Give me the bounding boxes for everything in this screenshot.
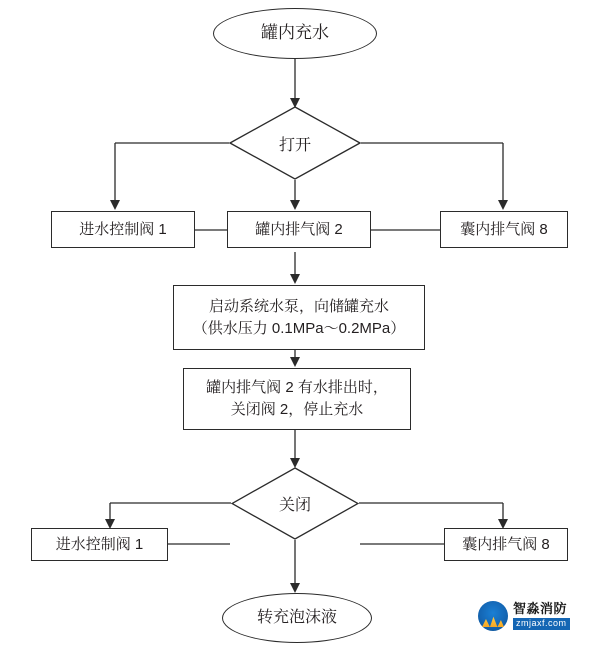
open-branch-label-2: 罐内排气阀 2: [255, 220, 343, 238]
close-branch-label-2: 囊内排气阀 8: [462, 535, 550, 553]
flame-circle-icon: [478, 601, 508, 631]
open-branch-tank-vent-valve-2: [227, 211, 371, 248]
open-decision: [229, 106, 361, 180]
start-node-label: 罐内充水: [261, 23, 329, 43]
open-branch-label-3: 囊内排气阀 8: [460, 220, 548, 238]
start-node: [213, 8, 377, 59]
watermark-domain: zmjaxf.com: [513, 618, 570, 630]
open-decision-label: 打开: [278, 136, 311, 154]
close-branch-bladder-vent-valve-8: [444, 528, 568, 561]
pump-step-line-1: 启动系统水泵，向储罐充水: [208, 297, 389, 315]
vent-step-line-2: 关闭阀 2，停止充水: [230, 401, 364, 418]
vent-step-line-1: 罐内排气阀 2 有水排出时，: [206, 379, 388, 397]
pump-step: [173, 285, 425, 350]
close-branch-inlet-valve-1: [31, 528, 168, 561]
end-node: [222, 593, 372, 643]
close-branch-label-1: 进水控制阀 1: [55, 535, 144, 553]
pump-step-line-2: （供水压力 0.1MPa～0.2MPa）: [192, 319, 406, 337]
vent-step: [183, 368, 411, 430]
open-branch-inlet-valve-1: [51, 211, 195, 248]
end-node-label: 转充泡沫液: [256, 609, 337, 627]
open-branch-bladder-vent-valve-8: [440, 211, 568, 248]
open-branch-label-1: 进水控制阀 1: [79, 220, 167, 238]
watermark-logo: [478, 601, 570, 631]
close-decision-label: 关闭: [278, 497, 311, 514]
watermark-name: 智淼消防: [513, 600, 568, 616]
watermark-text: [513, 602, 570, 630]
close-decision: [231, 467, 359, 540]
